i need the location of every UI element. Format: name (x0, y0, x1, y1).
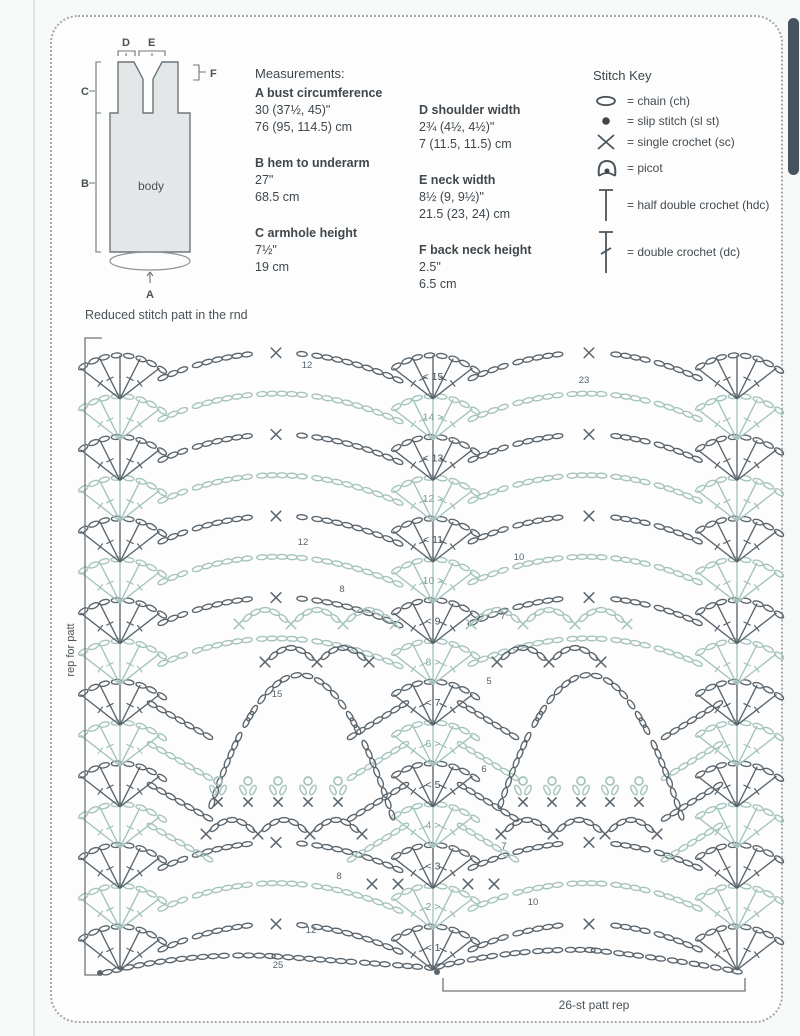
svg-text:< 15: < 15 (422, 370, 444, 383)
chart-row-2 (78, 881, 785, 930)
label-a: A (146, 289, 154, 301)
svg-text:12 >: 12 > (422, 493, 444, 506)
key-entry-double-crochet: = double crochet (dc) (593, 228, 783, 276)
chain-icon (593, 93, 623, 109)
measurement-item-e: E neck width 8½ (9, 9½)" 21.5 (23, 24) cm (419, 173, 511, 221)
label-c: C (81, 86, 89, 98)
svg-text:15: 15 (271, 689, 283, 700)
svg-text:8: 8 (336, 871, 342, 882)
measurement-item-a: A bust circumference 30 (37½, 45)" 76 (95, 114.5) cm (255, 86, 383, 134)
crochet-chart (50, 300, 785, 1025)
svg-text:7: 7 (500, 611, 506, 622)
svg-text:12: 12 (297, 537, 309, 548)
svg-text:< 3: < 3 (425, 860, 441, 873)
body-shape (110, 62, 190, 252)
svg-text:2 >: 2 > (425, 901, 441, 914)
svg-text:7: 7 (501, 841, 507, 852)
svg-text:23: 23 (578, 375, 590, 386)
measurements-block (255, 66, 585, 312)
svg-text:8 >: 8 > (425, 656, 441, 669)
bracket-d (118, 51, 135, 56)
double-crochet-icon (593, 228, 623, 276)
key-entry-slip-stitch: = slip stitch (sl st) (593, 114, 783, 128)
stitch-key (593, 68, 783, 279)
key-entry-picot: = picot (593, 156, 783, 180)
svg-text:10: 10 (527, 897, 539, 908)
measurements-title: Measurements: (255, 66, 345, 81)
svg-text:rep for patt: rep for patt (65, 623, 77, 677)
measurement-item-b: B hem to underarm 27" 68.5 cm (255, 156, 370, 204)
chart-row-15 (78, 348, 785, 399)
svg-text:10 >: 10 > (422, 574, 444, 587)
measurement-item-d: D shoulder width 2¾ (4½, 4½)" 7 (11.5, 11.5) cm (419, 103, 521, 151)
key-entry-half-double-crochet: = half double crochet (hdc) (593, 186, 783, 224)
svg-text:< 13: < 13 (422, 452, 444, 465)
scrollbar-thumb[interactable] (788, 18, 799, 175)
svg-text:14 >: 14 > (422, 411, 444, 424)
stitch-key-title: Stitch Key (593, 68, 652, 83)
slip-stitch-icon (593, 114, 623, 128)
label-d: D (122, 37, 130, 49)
svg-text:10: 10 (513, 552, 525, 563)
picot-icon (593, 156, 623, 180)
chart-row-6 (78, 720, 785, 782)
svg-text:26-st patt rep: 26-st patt rep (558, 998, 630, 1012)
single-crochet-icon (593, 133, 623, 151)
svg-text:6 >: 6 > (425, 738, 441, 750)
chart-row-7 (78, 679, 785, 741)
svg-text:< 11: < 11 (423, 534, 443, 546)
svg-text:25: 25 (272, 960, 284, 971)
bracket-c-b (96, 62, 101, 252)
chart-title: Reduced stitch patt in the rnd (85, 308, 248, 322)
svg-text:5: 5 (486, 676, 492, 687)
label-f: F (210, 68, 217, 80)
bracket-e (139, 51, 165, 56)
chart-row-8 (78, 636, 785, 685)
label-e: E (148, 37, 156, 49)
svg-text:12: 12 (301, 360, 313, 371)
svg-text:< 9: < 9 (425, 615, 441, 628)
chart-row-14 (78, 391, 785, 440)
svg-text:8: 8 (339, 584, 345, 595)
label-body: body (138, 179, 165, 193)
garment-schematic (55, 20, 245, 310)
bracket-f (193, 65, 206, 80)
key-entry-single-crochet: = single crochet (sc) (593, 133, 783, 151)
page-edge-accent (33, 0, 35, 1036)
key-entry-chain: = chain (ch) (593, 93, 783, 109)
half-double-crochet-icon (593, 186, 623, 224)
svg-text:12: 12 (305, 925, 317, 936)
measurement-item-c: C armhole height 7½" 19 cm (255, 226, 358, 274)
hem-ellipse (110, 252, 190, 270)
svg-text:4 >: 4 > (425, 819, 441, 832)
chart-row-12 (78, 473, 785, 522)
svg-text:< 7: < 7 (425, 697, 441, 710)
label-b: B (81, 178, 89, 190)
svg-text:< 5: < 5 (425, 778, 441, 791)
measurement-item-f: F back neck height 2.5" 6.5 cm (419, 243, 532, 291)
svg-text:< 1: < 1 (425, 942, 441, 954)
svg-text:6: 6 (481, 764, 487, 775)
chart-row-10 (78, 554, 785, 603)
